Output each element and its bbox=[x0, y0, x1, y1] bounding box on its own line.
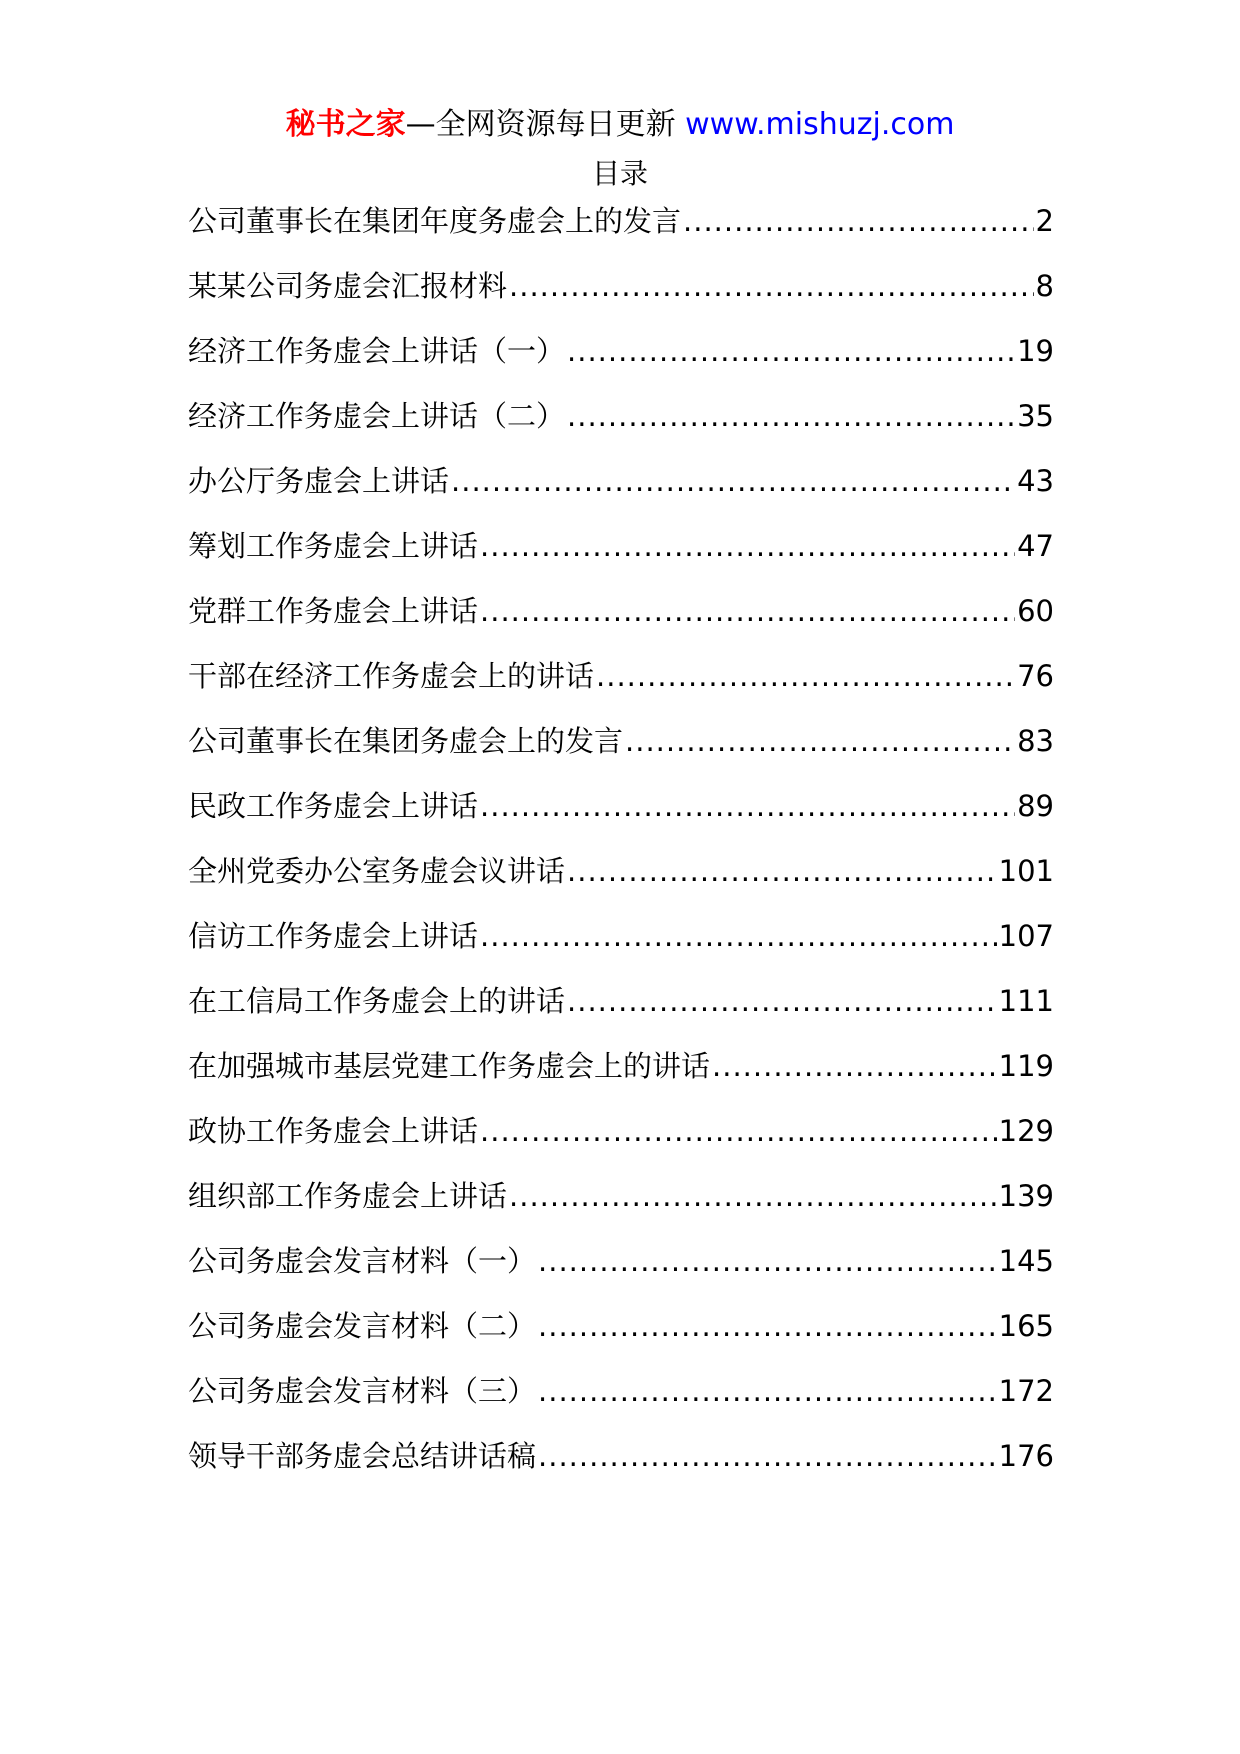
toc-dot-leader bbox=[712, 1039, 997, 1093]
toc-dot-leader bbox=[567, 974, 997, 1028]
toc-entry-title: 公司务虚会发言材料（二） bbox=[188, 1309, 537, 1343]
toc-entry[interactable] bbox=[188, 259, 1054, 324]
toc-entry-page-number: 101 bbox=[998, 854, 1054, 888]
toc-entry-page-number: 35 bbox=[1017, 399, 1054, 433]
toc-entry[interactable] bbox=[188, 389, 1054, 454]
toc-entry-page-number: 111 bbox=[998, 984, 1054, 1018]
toc-dot-leader bbox=[567, 389, 1015, 443]
brand-name: 秘书之家 bbox=[285, 107, 406, 142]
toc-entry-title: 组织部工作务虚会上讲话 bbox=[188, 1179, 508, 1213]
toc-entry-page-number: 60 bbox=[1017, 594, 1054, 628]
table-of-contents bbox=[188, 194, 1054, 1494]
toc-dot-leader bbox=[480, 779, 1015, 833]
toc-entry-title: 公司务虚会发言材料（三） bbox=[188, 1374, 537, 1408]
toc-dot-leader bbox=[480, 1104, 997, 1158]
toc-dot-leader bbox=[509, 1169, 997, 1223]
toc-entry[interactable] bbox=[188, 714, 1054, 779]
toc-entry-title: 在加强城市基层党建工作务虚会上的讲话 bbox=[188, 1049, 711, 1083]
toc-entry[interactable] bbox=[188, 584, 1054, 649]
toc-dot-leader bbox=[567, 324, 1015, 378]
toc-entry[interactable] bbox=[188, 1234, 1054, 1299]
toc-entry-title: 政协工作务虚会上讲话 bbox=[188, 1114, 479, 1148]
toc-dot-leader bbox=[538, 1429, 997, 1483]
toc-entry[interactable] bbox=[188, 1299, 1054, 1364]
toc-entry[interactable] bbox=[188, 519, 1054, 584]
toc-dot-leader bbox=[509, 259, 1034, 313]
toc-entry[interactable] bbox=[188, 1364, 1054, 1429]
toc-entry-title: 全州党委办公室务虚会议讲话 bbox=[188, 854, 566, 888]
toc-dot-leader bbox=[596, 649, 1015, 703]
toc-entry-page-number: 172 bbox=[998, 1374, 1054, 1408]
toc-entry-title: 办公厅务虚会上讲话 bbox=[188, 464, 450, 498]
site-url-link[interactable]: www.mishuzj.com bbox=[685, 107, 955, 142]
toc-entry[interactable] bbox=[188, 454, 1054, 519]
toc-entry-title: 经济工作务虚会上讲话（二） bbox=[188, 399, 566, 433]
toc-entry-page-number: 165 bbox=[998, 1309, 1054, 1343]
toc-entry-page-number: 43 bbox=[1017, 464, 1054, 498]
toc-entry[interactable] bbox=[188, 974, 1054, 1039]
toc-entry[interactable] bbox=[188, 1169, 1054, 1234]
toc-entry-page-number: 129 bbox=[998, 1114, 1054, 1148]
toc-entry-title: 公司务虚会发言材料（一） bbox=[188, 1244, 537, 1278]
toc-entry-page-number: 145 bbox=[998, 1244, 1054, 1278]
toc-entry-page-number: 19 bbox=[1017, 334, 1054, 368]
toc-dot-leader bbox=[451, 454, 1015, 508]
toc-entry[interactable] bbox=[188, 194, 1054, 259]
toc-entry-title: 在工信局工作务虚会上的讲话 bbox=[188, 984, 566, 1018]
toc-entry-title: 干部在经济工作务虚会上的讲话 bbox=[188, 659, 595, 693]
toc-dot-leader bbox=[538, 1364, 997, 1418]
toc-entry[interactable] bbox=[188, 649, 1054, 714]
toc-dot-leader bbox=[480, 519, 1015, 573]
toc-entry[interactable] bbox=[188, 1429, 1054, 1494]
toc-dot-leader bbox=[538, 1299, 997, 1353]
toc-dot-leader bbox=[480, 909, 997, 963]
toc-entry-page-number: 89 bbox=[1017, 789, 1054, 823]
toc-title: 目录 bbox=[591, 157, 648, 190]
header-tagline: —全网资源每日更新 bbox=[405, 107, 676, 142]
toc-dot-leader bbox=[567, 844, 997, 898]
toc-entry[interactable] bbox=[188, 909, 1054, 974]
toc-entry-page-number: 8 bbox=[1035, 269, 1054, 303]
toc-entry[interactable] bbox=[188, 324, 1054, 389]
toc-entry-title: 党群工作务虚会上讲话 bbox=[188, 594, 479, 628]
toc-entry-title: 经济工作务虚会上讲话（一） bbox=[188, 334, 566, 368]
toc-entry-page-number: 139 bbox=[998, 1179, 1054, 1213]
toc-entry-title: 筹划工作务虚会上讲话 bbox=[188, 529, 479, 563]
toc-entry-title: 信访工作务虚会上讲话 bbox=[188, 919, 479, 953]
site-header bbox=[0, 98, 1240, 152]
toc-entry-page-number: 83 bbox=[1017, 724, 1054, 758]
toc-entry-title: 某某公司务虚会汇报材料 bbox=[188, 269, 508, 303]
toc-entry-title: 领导干部务虚会总结讲话稿 bbox=[188, 1439, 537, 1473]
toc-entry-title: 公司董事长在集团年度务虚会上的发言 bbox=[188, 204, 682, 238]
toc-entry[interactable] bbox=[188, 779, 1054, 844]
toc-dot-leader bbox=[683, 194, 1034, 248]
toc-dot-leader bbox=[538, 1234, 997, 1288]
toc-entry-page-number: 76 bbox=[1017, 659, 1054, 693]
toc-entry-page-number: 47 bbox=[1017, 529, 1054, 563]
toc-entry[interactable] bbox=[188, 1104, 1054, 1169]
toc-entry-title: 民政工作务虚会上讲话 bbox=[188, 789, 479, 823]
toc-entry-title: 公司董事长在集团务虚会上的发言 bbox=[188, 724, 624, 758]
toc-entry[interactable] bbox=[188, 1039, 1054, 1104]
toc-entry-page-number: 2 bbox=[1035, 204, 1054, 238]
toc-entry-page-number: 107 bbox=[998, 919, 1054, 953]
toc-entry-page-number: 119 bbox=[998, 1049, 1054, 1083]
toc-dot-leader bbox=[625, 714, 1015, 768]
toc-dot-leader bbox=[480, 584, 1015, 638]
toc-entry[interactable] bbox=[188, 844, 1054, 909]
toc-entry-page-number: 176 bbox=[998, 1439, 1054, 1473]
